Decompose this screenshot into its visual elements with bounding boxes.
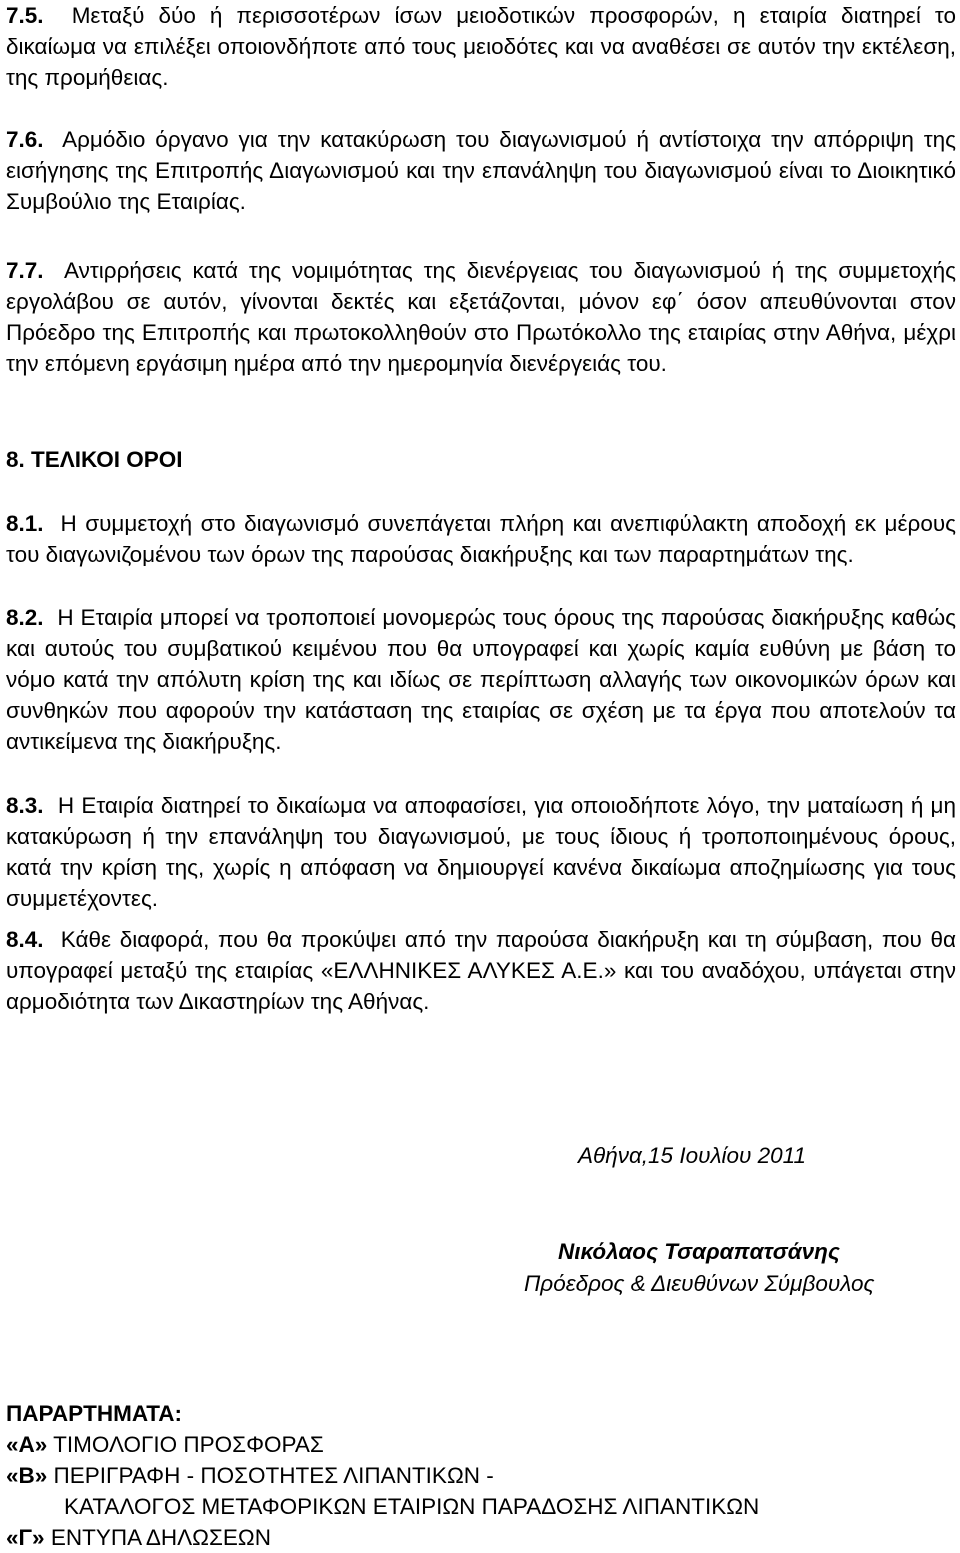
annex-item-a [6, 1429, 324, 1460]
clause-number: 7.5. [6, 3, 44, 28]
signature-date: Αθήνα,15 Ιουλίου 2011 [578, 1143, 807, 1168]
paragraph-7-6 [6, 124, 956, 217]
annex-letter: Α [18, 1432, 35, 1457]
annex-close-quote: » [34, 1432, 48, 1457]
annex-text: ΤΙΜΟΛΟΓΙΟ ΠΡΟΣΦΟΡΑΣ [47, 1432, 324, 1457]
clause-text: Αντιρρήσεις κατά της νομιμότητας της διενέργειας του διαγωνισμού ή της συμμετοχής εργολάβου σε αυτόν, γίνονται δεκτές και εξετάζονται, μόνον εφ΄ όσον απευθύνονται στον Πρόεδρο της Επιτροπής και πρωτοκολληθούν στο Πρωτόκολλο της εταιρίας στην Αθήνα, μέχρι την επόμενη εργάσιμη ημέρα από την ημερομηνία διενέργειάς του. [6, 258, 956, 376]
clause-number: 8.1. [6, 511, 44, 536]
clause-number: 7.6. [6, 127, 44, 152]
signatory-role: Πρόεδρος & Διευθύνων Σύμβουλος [524, 1271, 875, 1296]
annex-close-quote: » [32, 1525, 45, 1550]
paragraph-8-3 [6, 790, 956, 914]
clause-text: Αρμόδιο όργανο για την κατακύρωση του διαγωνισμού ή αντίστοιχα την απόρριψη της εισήγησης της Επιτροπής Διαγωνισμού και την επανάληψη του διαγωνισμού είναι το Διοικητικό Συμβούλιο της Εταιρίας. [6, 127, 956, 214]
signatory-name: Νικόλαος Τσαραπατσάνης [558, 1239, 840, 1264]
clause-text: Κάθε διαφορά, που θα προκύψει από την παρούσα διακήρυξη και τη σύμβαση, που θα υπογραφεί μεταξύ της εταιρίας «ΕΛΛΗΝΙΚΕΣ ΑΛΥΚΕΣ Α.Ε.» και του αναδόχου, υπάγεται στην αρμοδιότητα των Δικαστηρίων της Αθήνας. [6, 927, 956, 1014]
annex-item-c [6, 1522, 271, 1553]
annex-letter: Β [18, 1463, 35, 1488]
annex-text: ΕΝΤΥΠΑ ΔΗΛΩΣΕΩΝ [44, 1525, 271, 1550]
paragraph-8-2 [6, 602, 956, 757]
annex-open-quote: « [6, 1463, 19, 1488]
clause-text: Η Εταιρία μπορεί να τροποποιεί μονομερώς τους όρους της παρούσας διακήρυξης καθώς και αυτούς του συμβατικού κειμένου που θα υπογραφεί και χωρίς καμία ευθύνη με βάση το νόμο κατά την απόλυτη κρίση της και ιδίως σε περίπτωση αλλαγής των οικονομικών όρων και συνθηκών που αφορούν την κατάσταση της εταιρίας σε σχέση με τα έργα που αποτελούν τα αντικείμενα της διακήρυξης. [6, 605, 956, 754]
clause-number: 8.2. [6, 605, 44, 630]
clause-number: 8.3. [6, 793, 44, 818]
paragraph-7-7 [6, 255, 956, 379]
clause-number: 7.7. [6, 258, 44, 283]
section-heading: 8. ΤΕΛΙΚΟΙ ΟΡΟΙ [6, 447, 183, 472]
annex-open-quote: « [6, 1432, 19, 1457]
annex-item-b-continuation: ΚΑΤΑΛΟΓΟΣ ΜΕΤΑΦΟΡΙΚΩΝ ΕΤΑΙΡΙΩΝ ΠΑΡΑΔΟΣΗΣ ΛΙΠΑΝΤΙΚΩΝ [64, 1494, 760, 1519]
annex-close-quote: » [34, 1463, 48, 1488]
paragraph-7-5 [6, 0, 956, 93]
clause-number: 8.4. [6, 927, 44, 952]
clause-text: Μεταξύ δύο ή περισσοτέρων ίσων μειοδοτικών προσφορών, η εταιρία διατηρεί το δικαίωμα να επιλέξει οποιονδήποτε από τους μειοδότες και να αναθέσει σε αυτόν την εκτέλεση, της προμήθειας. [6, 3, 956, 90]
paragraph-8-4 [6, 924, 956, 1017]
annex-item-b [6, 1460, 494, 1491]
paragraph-8-1 [6, 508, 956, 570]
annex-text: ΠΕΡΙΓΡΑΦΗ - ΠΟΣΟΤΗΤΕΣ ΛΙΠΑΝΤΙΚΩΝ - [47, 1463, 494, 1488]
annex-open-quote: « [6, 1525, 19, 1550]
clause-text: Η συμμετοχή στο διαγωνισμό συνεπάγεται πλήρη και ανεπιφύλακτη αποδοχή εκ μέρους του διαγωνιζομένου των όρων της παρούσας διακήρυξης και των παραρτημάτων της. [6, 511, 956, 567]
clause-text: Η Εταιρία διατηρεί το δικαίωμα να αποφασίσει, για οποιοδήποτε λόγο, την ματαίωση ή μη κατακύρωση ή την επανάληψη του διαγωνισμού, με τους ίδιους ή τροποποιημένους όρους, κατά την κρίση της, χωρίς η απόφαση να δημιουργεί κανένα δικαίωμα αποζημίωσης για τους συμμετέχοντες. [6, 793, 956, 911]
annex-letter: Γ [18, 1525, 33, 1550]
annexes-title: ΠΑΡΑΡΤΗΜΑΤΑ: [6, 1401, 183, 1426]
